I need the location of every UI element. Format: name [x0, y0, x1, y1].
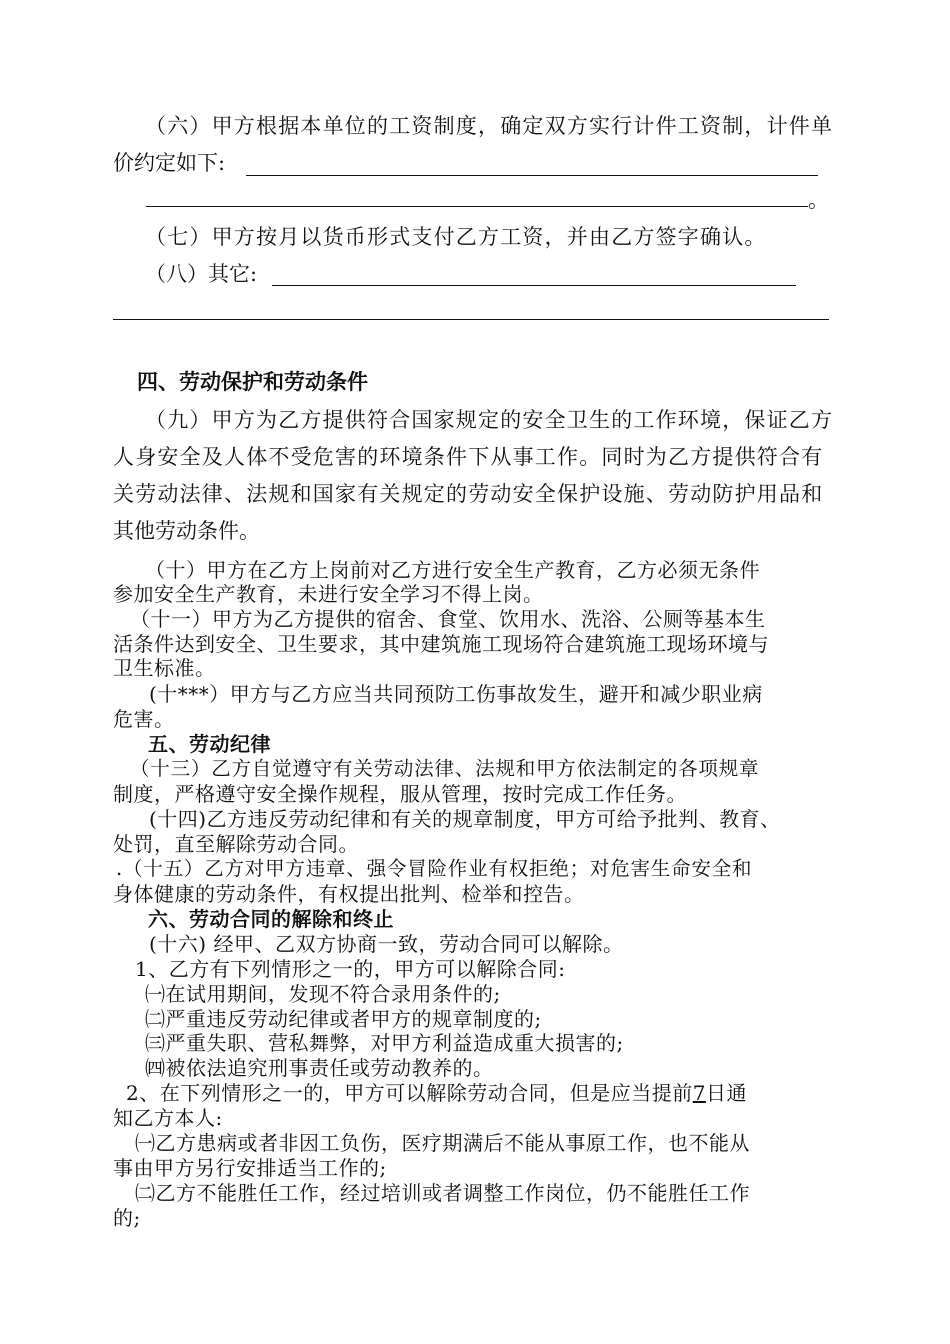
fill-in-blank-4	[113, 319, 829, 320]
clause-8-label: （八）其它:	[145, 262, 258, 286]
clause-7: （七）甲方按月以货币形式支付乙方工资，并由乙方签字确认。	[145, 225, 767, 249]
clause-6-period: 。	[808, 188, 829, 212]
clause-15-line-2: 身体健康的劳动条件，有权提出批判、检举和控告。	[113, 882, 585, 906]
clause-9-line-2: 人身安全及人体不受危害的环境条件下从事工作。同时为乙方提供符合有	[113, 445, 824, 469]
clause-9-line-3: 关劳动法律、法规和国家有关规定的劳动安全保护设施、劳动防护用品和	[113, 482, 824, 506]
clause-12-line-1: (十***）甲方与乙方应当共同预防工伤事故发生，避开和减少职业病	[149, 682, 763, 706]
section-4-heading: 四、劳动保护和劳动条件	[137, 369, 368, 394]
clause-6-line-1: （六）甲方根据本单位的工资制度，确定双方实行计件工资制，计件单	[145, 114, 834, 138]
fill-in-blank-3	[272, 285, 796, 286]
section-5-heading: 五、劳动纪律	[148, 732, 271, 756]
clause-14-line-2: 处罚，直至解除劳动合同。	[113, 832, 359, 856]
item-2-line-1-end: 日通	[705, 1081, 747, 1105]
clause-11-line-2: 活条件达到安全、卫生要求，其中建筑施工现场符合建筑施工现场环境与	[113, 632, 769, 656]
item-1-b: ㈡严重违反劳动纪律或者甲方的规章制度的;	[145, 1007, 542, 1031]
clause-14-line-1: (十四)乙方违反劳动纪律和有关的规章制度，甲方可给予批判、教育、	[149, 807, 781, 831]
item-1-heading: 1、乙方有下列情形之一的，甲方可以解除合同:	[135, 957, 566, 981]
clause-9-line-4: 其他劳动条件。	[113, 519, 260, 543]
fill-in-blank-2	[146, 206, 808, 207]
item-1-c: ㈢严重失职、营私舞弊，对甲方利益造成重大损害的;	[145, 1031, 624, 1055]
clause-16: (十六) 经甲、乙双方协商一致，劳动合同可以解除。	[149, 932, 624, 956]
item-2-line-1	[126, 1081, 842, 1105]
clause-13-line-1: （十三）乙方自觉遵守有关劳动法律、法规和甲方依法制定的各项规章	[130, 757, 760, 780]
item-2-line-1-text: 2、在下列情形之一的，甲方可以解除劳动合同，但是应当提前	[126, 1081, 693, 1105]
clause-10-line-2: 参加安全生产教育，未进行安全学习不得上岗。	[113, 582, 544, 606]
clause-12-line-2: 危害。	[113, 707, 175, 731]
clause-13-line-2: 制度，严格遵守安全操作规程，服从管理，按时完成工作任务。	[113, 782, 687, 806]
fill-in-blank-1	[246, 175, 818, 176]
clause-10-line-1: （十）甲方在乙方上岗前对乙方进行安全生产教育，乙方必须无条件	[145, 558, 760, 582]
clause-15-line-1: .（十五）乙方对甲方违章、强令冒险作业有权拒绝；对危害生命安全和	[116, 857, 753, 880]
clause-6-line-2: 价约定如下:	[113, 151, 226, 175]
clause-11-line-1: （十一）甲方为乙方提供的宿舍、食堂、饮用水、洗浴、公厕等基本生	[130, 607, 766, 631]
item-2-line-2: 知乙方本人:	[113, 1106, 223, 1130]
item-2-a-line-2: 事由甲方另行安排适当工作的;	[113, 1156, 387, 1180]
item-2-b-line-1: ㈡乙方不能胜任工作，经过培训或者调整工作岗位，仍不能胜任工作	[135, 1181, 750, 1205]
item-2-b-line-2: 的;	[113, 1206, 141, 1230]
section-6-heading: 六、劳动合同的解除和终止	[148, 907, 394, 931]
item-1-a: ㈠在试用期间，发现不符合录用条件的;	[145, 982, 501, 1006]
clause-9-line-1: （九）甲方为乙方提供符合国家规定的安全卫生的工作环境，保证乙方	[145, 408, 834, 432]
notice-days-value: 7	[692, 1081, 706, 1105]
item-2-a-line-1: ㈠乙方患病或者非因工负伤，医疗期满后不能从事原工作，也不能从	[135, 1131, 750, 1155]
item-1-d: ㈣被依法追究刑事责任或劳动教养的。	[145, 1056, 494, 1080]
clause-11-line-3: 卫生标准。	[113, 656, 216, 680]
